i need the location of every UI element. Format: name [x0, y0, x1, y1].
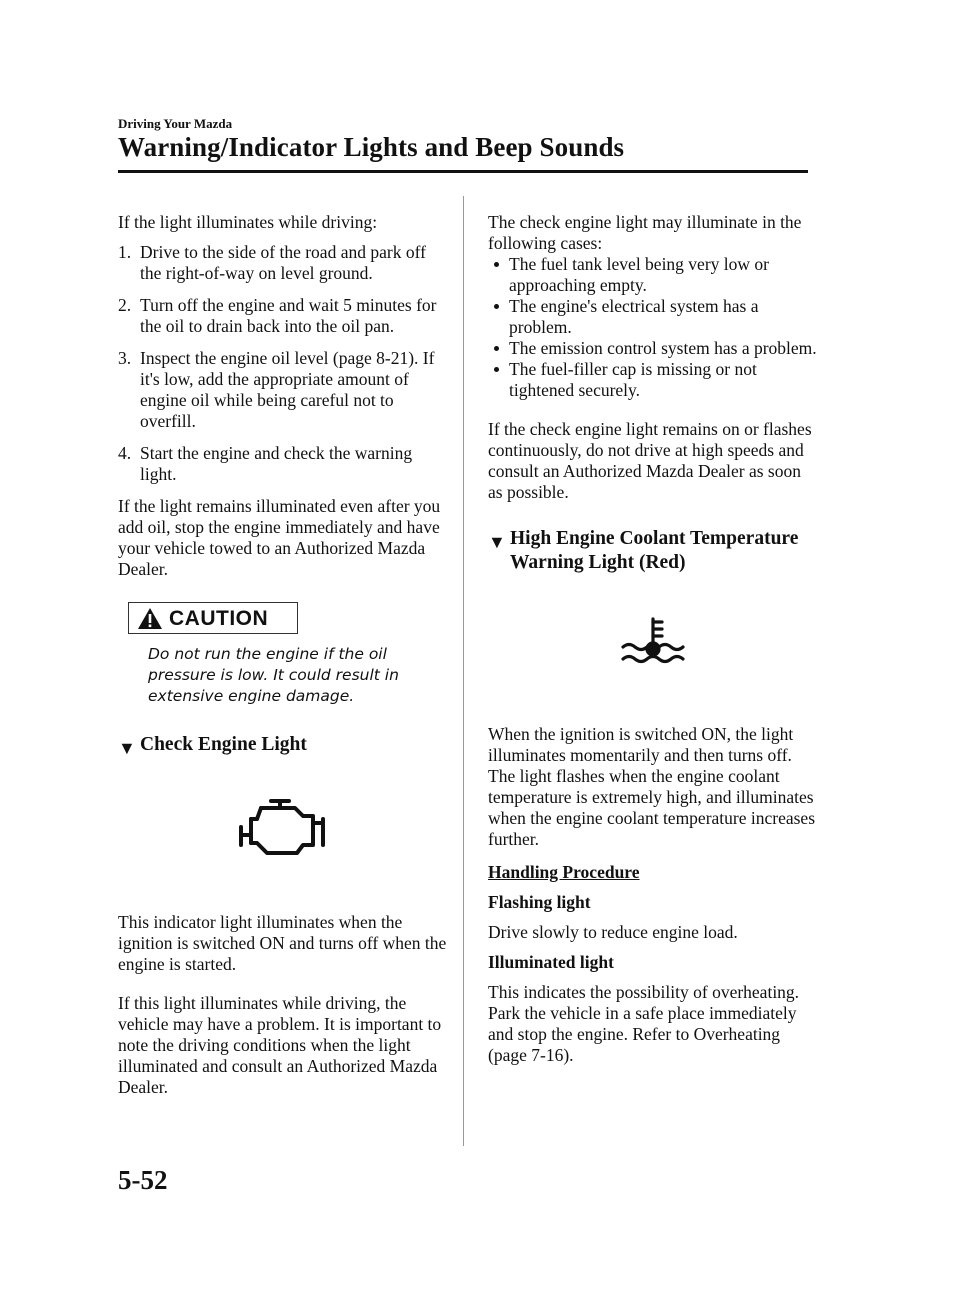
step-item: 2. Turn off the engine and wait 5 minutes for the oil to drain back into the oil pan. [118, 295, 437, 336]
oil-intro: If the light illuminates while driving: [118, 212, 378, 232]
left-column [118, 212, 448, 1107]
list-item: The engine's electrical system has a problem. [488, 296, 818, 338]
caution-label: CAUTION [169, 606, 269, 630]
oil-steps [118, 242, 448, 485]
caution-box [128, 602, 298, 634]
list-item: The fuel-filler cap is missing or not tightened securely. [488, 359, 818, 401]
column-divider [463, 196, 464, 1146]
illuminated-light-label: Illuminated light [488, 952, 614, 972]
coolant-heading: ▼ High Engine Coolant Temperature Warning Light (Red) [488, 528, 799, 573]
page-number: 5-52 [118, 1165, 168, 1195]
check-engine-remains-on: If the check engine light remains on or flashes continuously, do not drive at high speeds and consult an Authorized Mazda Dealer as soon as possible. [488, 419, 812, 502]
title-rule [118, 170, 808, 173]
list-item: The emission control system has a problem. [488, 338, 818, 359]
oil-after-steps: If the light remains illuminated even after you add oil, stop the engine immediately and have your vehicle towed to an Authorized Mazda Dealer. [118, 496, 441, 579]
right-column [488, 212, 818, 1075]
step-item: 1. Drive to the side of the road and park off the right-of-way on level ground. [118, 242, 426, 283]
caution-text: Do not run the engine if the oil pressure is low. It could result in extensive engine damage. [148, 645, 399, 705]
coolant-p2: The light flashes when the engine coolant temperature is extremely high, and illuminates when the engine coolant temperature increases further. [488, 766, 816, 849]
check-engine-cases [488, 254, 818, 401]
section-label: Driving Your Mazda [118, 116, 233, 131]
check-engine-p1: This indicator light illuminates when the ignition is switched ON and turns off when the engine is started. [118, 912, 447, 974]
coolant-temperature-icon [620, 617, 686, 672]
flashing-light-text: Drive slowly to reduce engine load. [488, 922, 738, 942]
page-title: Warning/Indicator Lights and Beep Sounds [118, 132, 625, 162]
step-item: 4. Start the engine and check the warning light. [118, 443, 413, 484]
check-engine-icon [237, 797, 329, 862]
handling-procedure-heading: Handling Procedure [488, 862, 640, 882]
heading-marker-icon: ▼ [118, 738, 136, 758]
heading-marker-icon: ▼ [488, 532, 506, 552]
check-engine-p2: If this light illuminates while driving, the vehicle may have a problem. It is important to note the driving conditions when the light illuminated and consult an Authorized Mazda Dealer. [118, 993, 442, 1097]
flashing-light-label: Flashing light [488, 892, 591, 912]
check-engine-cases-intro: The check engine light may illuminate in the following cases: [488, 212, 802, 253]
warning-triangle-icon [137, 607, 163, 630]
step-item: 3. Inspect the engine oil level (page 8-21). If it's low, add the appropriate amount of engine oil while being careful not to overfill. [118, 348, 435, 431]
list-item: The fuel tank level being very low or approaching empty. [488, 254, 818, 296]
check-engine-heading: ▼ Check Engine Light [118, 734, 307, 758]
coolant-p1: When the ignition is switched ON, the light illuminates momentarily and then turns off. [488, 724, 794, 765]
illuminated-light-text: This indicates the possibility of overheating. Park the vehicle in a safe place immediately and stop the engine. Refer to Overheating (page 7-16). [488, 982, 800, 1065]
